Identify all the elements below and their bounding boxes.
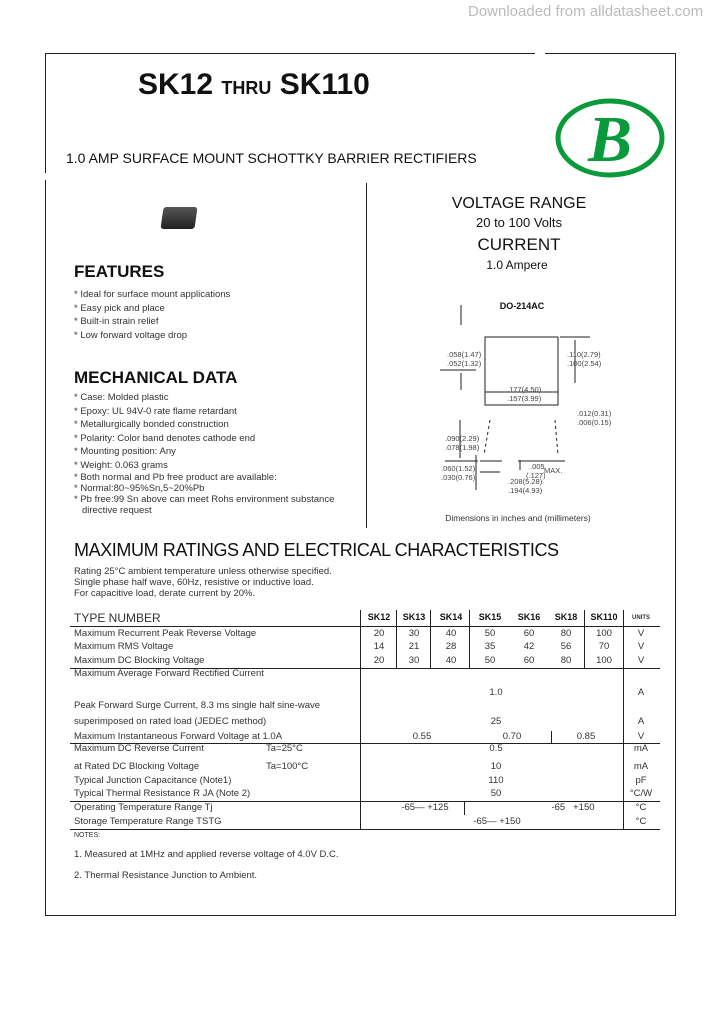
col-header: SK18: [554, 612, 578, 622]
row-label: Peak Forward Surge Current, 8.3 ms single half sine-wave: [74, 700, 321, 711]
row-unit: V: [637, 641, 645, 652]
row-value: 80: [560, 655, 572, 666]
dim-label: .012(0.31): [577, 409, 612, 418]
table-row: [0, 641, 720, 654]
row-value: 28: [445, 641, 457, 652]
row-value: 35: [484, 641, 496, 652]
watermark: Downloaded from alldatasheet.com: [468, 3, 704, 20]
row-label: Maximum Average Forward Rectified Current: [74, 668, 264, 679]
mech-item: * Weight: 0.063 grams: [74, 459, 168, 471]
row-value: 50: [490, 788, 502, 799]
mech-item: * Epoxy: UL 94V-0 rate flame retardant: [74, 405, 237, 417]
row-label: Maximum DC Blocking Voltage: [74, 655, 205, 666]
row-label: Typical Junction Capacitance (Note1): [74, 775, 232, 786]
frame-top: [45, 53, 535, 54]
row-label: Storage Temperature Range TSTG: [74, 816, 222, 827]
note-item: 1. Measured at 1MHz and applied reverse voltage of 4.0V D.C.: [74, 849, 339, 860]
row-label: superimposed on rated load (JEDEC method): [74, 716, 267, 727]
row-unit: °C/W: [629, 788, 653, 799]
current-value: 1.0 Ampere: [486, 258, 548, 272]
row-unit: V: [637, 655, 645, 666]
row-value: 80: [560, 628, 572, 639]
svg-text:B: B: [587, 103, 633, 176]
part-title: [138, 68, 370, 102]
row-label: Maximum Recurrent Peak Reverse Voltage: [74, 628, 257, 639]
mech-item: * Normal:80~95%Sn,5~20%Pb: [74, 483, 205, 494]
row-value: 1.0: [489, 687, 503, 698]
row-value: -65— +150: [473, 816, 521, 827]
dim-label: .090(2.29): [445, 434, 480, 443]
thru: THRU: [221, 78, 272, 98]
table-row: [0, 655, 720, 668]
row-unit: mA: [633, 743, 649, 754]
feature-item: * Easy pick and place: [74, 302, 165, 314]
row-value: 110: [488, 775, 504, 786]
dim-label: .194(4.93): [508, 486, 543, 495]
row-value: 40: [445, 655, 457, 666]
dim-label: .052(1.32): [447, 359, 482, 368]
table-hline: [70, 626, 660, 627]
mech-item: directive request: [82, 505, 152, 516]
mech-item: * Pb free:99 Sn above can meet Rohs environment substance: [74, 494, 335, 505]
row-label: Maximum DC Reverse Current: [74, 743, 204, 754]
row-value: 42: [523, 641, 535, 652]
type-number-label: TYPE NUMBER: [74, 611, 161, 625]
table-row: [0, 716, 720, 729]
mech-item: * Polarity: Color band denotes cathode end: [74, 432, 256, 444]
dim-label: MAX.: [544, 466, 563, 475]
table-row: [0, 628, 720, 641]
row-value: 50: [484, 628, 496, 639]
col-header: SK12: [367, 612, 391, 622]
condition-text: Single phase half wave, 60Hz, resistive or inductive load.: [74, 577, 314, 588]
voltage-title: VOLTAGE RANGE: [451, 195, 587, 212]
dim-label: .100(2.54): [567, 359, 602, 368]
frame-bottom: [45, 915, 676, 916]
frame-left-top: [45, 53, 46, 173]
col-header: SK110: [590, 612, 618, 622]
mechanical-list: [74, 391, 334, 516]
part-to: SK110: [279, 68, 370, 101]
dim-label: .208(5.28): [508, 477, 543, 486]
table-row: [0, 687, 720, 700]
row-value: 40: [445, 628, 457, 639]
units-header: UNITS: [632, 615, 650, 621]
row-value: 100: [596, 628, 612, 639]
table-row: [0, 761, 720, 774]
dim-label: .177(4.50): [507, 385, 542, 394]
voltage-value: 20 to 100 Volts: [475, 215, 563, 230]
row-value: 0.85: [576, 731, 596, 742]
package-label: DO-214AC: [499, 301, 545, 311]
col-header: SK13: [402, 612, 426, 622]
row-unit: pF: [635, 775, 647, 786]
dim-label: .060(1.52): [441, 464, 476, 473]
dim-label: .157(3.99): [507, 394, 542, 403]
dim-label: .058(1.47): [447, 350, 482, 359]
dim-label: (.127): [526, 471, 546, 480]
rating-conditions: [74, 566, 332, 599]
table-header: [0, 612, 720, 625]
row-value: 20: [373, 628, 385, 639]
row-value: 60: [523, 655, 535, 666]
row-value: -65 +150: [551, 802, 595, 813]
feature-item: * Built-in strain relief: [74, 316, 159, 328]
dim-label: .006(0.15): [577, 418, 612, 427]
current-title: CURRENT: [477, 235, 561, 254]
row-value: 0.70: [502, 731, 522, 742]
condition-text: Rating 25°C ambient temperature unless otherwise specified.: [74, 566, 332, 577]
part-from: SK12: [138, 68, 214, 101]
mech-item: * Metallurgically bonded construction: [74, 419, 229, 430]
ratings-title: MAXIMUM RATINGS AND ELECTRICAL CHARACTERISTICS: [74, 540, 559, 560]
condition-text: For capacitive load, derate current by 20%.: [74, 588, 256, 599]
row-unit: mA: [633, 761, 649, 772]
frame-top-right: [545, 53, 675, 54]
table-row: [0, 775, 720, 788]
row-value: 100: [596, 655, 612, 666]
subtitle: 1.0 AMP SURFACE MOUNT SCHOTTKY BARRIER RECTIFIERS: [66, 150, 477, 166]
column-divider: [366, 183, 367, 528]
diagram-caption: Dimensions in inches and (millimeters): [445, 513, 591, 523]
mech-item: * Case: Molded plastic: [74, 392, 169, 403]
col-header: SK16: [517, 612, 541, 622]
dim-label: .110(2.79): [567, 350, 601, 359]
table-hline: [70, 829, 660, 830]
table-row: [0, 700, 720, 713]
brand-logo: [554, 97, 666, 179]
row-label: Typical Thermal Resistance R JA (Note 2): [74, 788, 251, 799]
table-row: [0, 788, 720, 801]
row-unit: °C: [635, 816, 647, 827]
dim-label: .078(1.98): [445, 443, 480, 452]
row-value: 50: [484, 655, 496, 666]
dim-label: .005: [530, 462, 545, 471]
row-condition: Ta=25°C: [266, 743, 303, 754]
row-unit: V: [637, 628, 645, 639]
col-header: SK15: [478, 612, 502, 622]
row-label: Maximum RMS Voltage: [74, 641, 174, 652]
package-image: [160, 207, 197, 229]
row-value: -65— +125: [401, 802, 449, 813]
notes-title: NOTES:: [74, 832, 101, 839]
row-value: 60: [523, 628, 535, 639]
row-unit: A: [637, 716, 645, 727]
mech-item: * Mounting position: Any: [74, 446, 176, 457]
row-label: at Rated DC Blocking Voltage: [74, 761, 200, 772]
row-value: 0.55: [412, 731, 432, 742]
row-unit: °C: [635, 802, 647, 813]
row-value: 30: [408, 628, 420, 639]
row-value: 21: [408, 641, 420, 652]
row-value: 10: [490, 761, 502, 772]
table-row: [0, 668, 720, 681]
dim-label: .030(0.76): [441, 473, 476, 482]
feature-item: * Ideal for surface mount applications: [74, 289, 231, 300]
feature-item: * Low forward voltage drop: [74, 329, 188, 341]
row-label: Maximum Instantaneous Forward Voltage at 1.0A: [74, 731, 283, 742]
table-row: [0, 743, 720, 756]
row-value: 14: [373, 641, 385, 652]
col-header: SK14: [439, 612, 463, 622]
note-item: 2. Thermal Resistance Junction to Ambient.: [74, 870, 258, 881]
row-value: 25: [490, 716, 502, 727]
row-unit: V: [637, 731, 645, 742]
row-condition: Ta=100°C: [266, 761, 309, 772]
row-value: 30: [408, 655, 420, 666]
table-row: [0, 802, 720, 815]
row-label: Operating Temperature Range Tj: [74, 802, 213, 813]
row-value: 70: [598, 641, 610, 652]
row-value: 20: [373, 655, 385, 666]
row-value: 0.5: [489, 743, 503, 754]
mech-item: * Both normal and Pb free product are available:: [74, 472, 277, 483]
row-unit: A: [637, 687, 645, 698]
features-list: [74, 288, 230, 342]
row-value: 56: [560, 641, 572, 652]
mechanical-title: MECHANICAL DATA: [74, 368, 238, 387]
table-row: [0, 816, 720, 829]
features-title: FEATURES: [74, 262, 165, 281]
